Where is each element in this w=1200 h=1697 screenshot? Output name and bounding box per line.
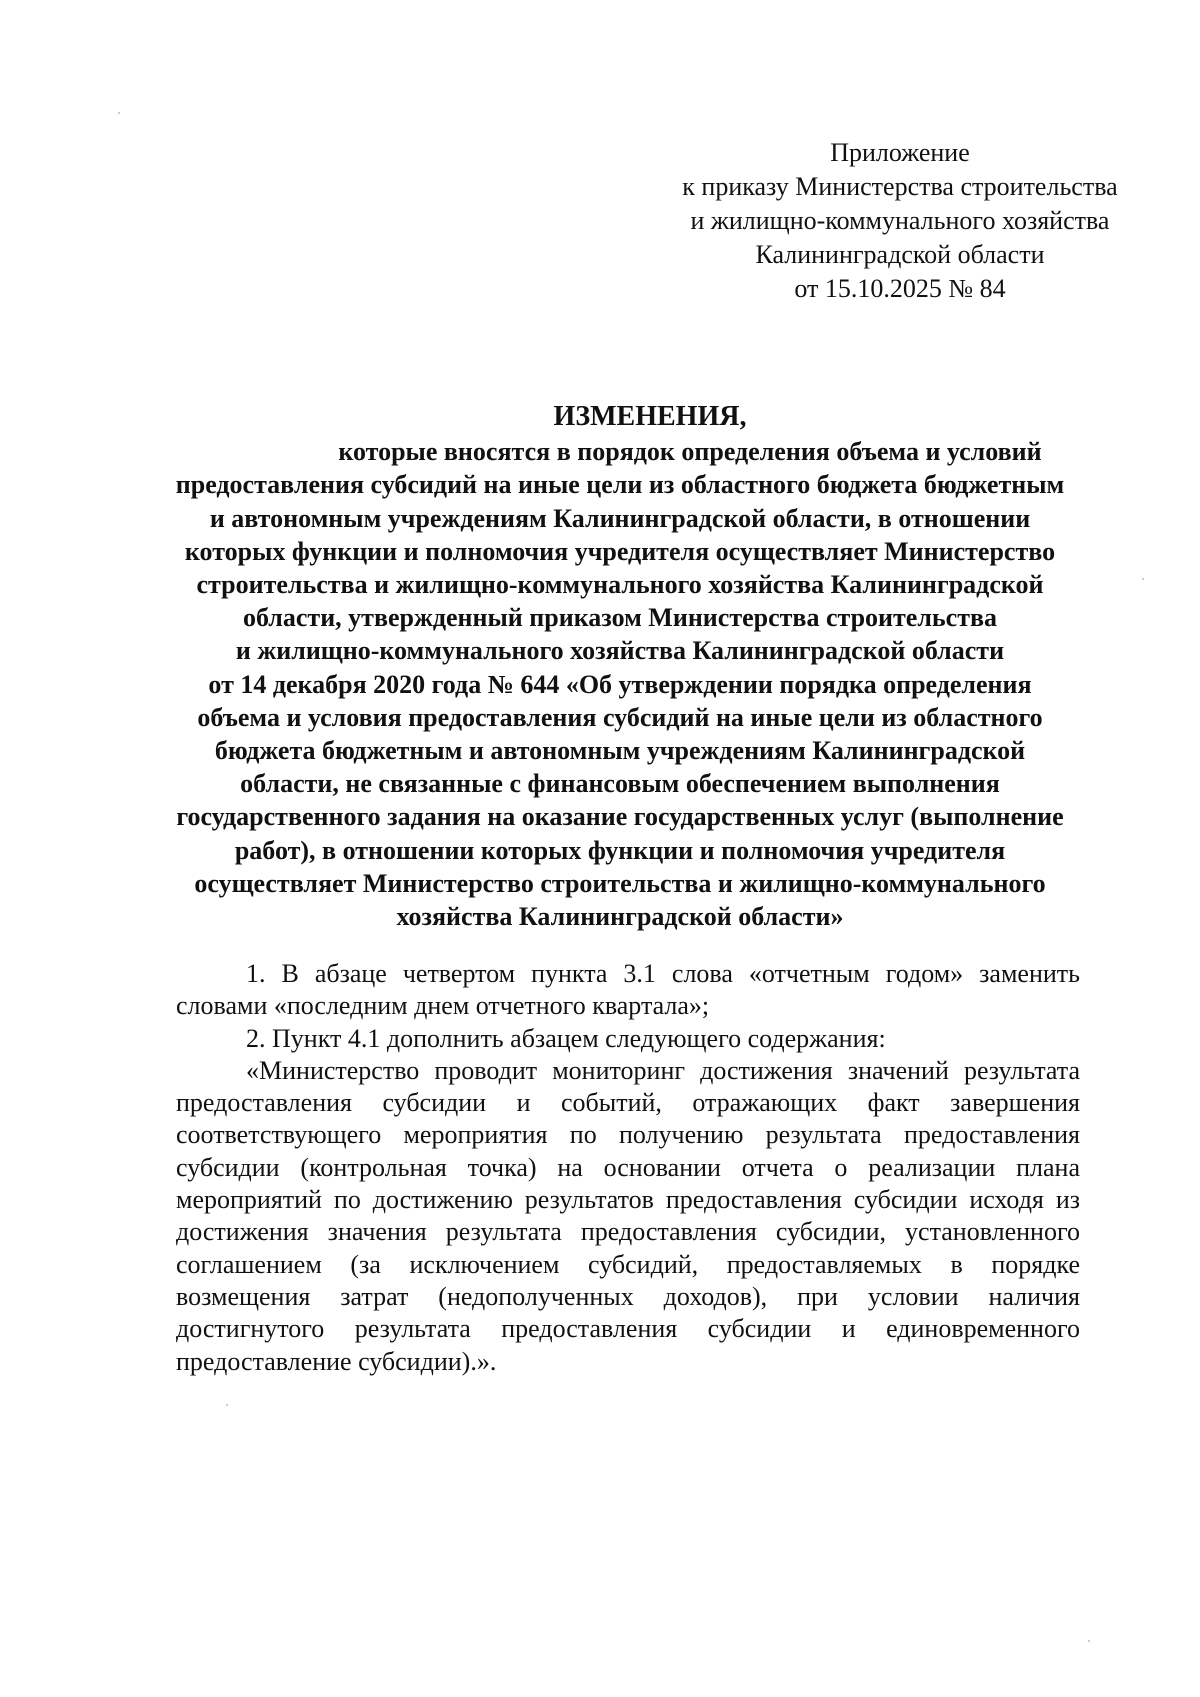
title-line: от 14 декабря 2020 года № 644 «Об утверждении порядка определения <box>208 669 1032 699</box>
title-line: хозяйства Калининградской области» <box>396 902 844 932</box>
title-heading: ИЗМЕНЕНИЯ, <box>553 401 747 432</box>
title-line: бюджета бюджетным и автономным учреждениям Калининградской <box>214 736 1026 766</box>
appendix-header <box>640 136 1160 306</box>
title-line: области, утвержденный приказом Министерства строительства <box>242 603 998 633</box>
title-line: области, не связанные с финансовым обеспечением выполнения <box>240 769 1000 799</box>
title-line: государственного задания на оказание государственных услуг (выполнение <box>176 802 1064 832</box>
amendment-quote: «Министерство проводит мониторинг достижения значений результата предоставления субсидии и событий, отражающих факт завершения соответствующего мероприятия по получению результата предоставления субсидии (контрольная точка) на основании отчета о реализации плана мероприятий по достижению результатов предоставления субсидии исходя из достижения значения результата предоставления субсидии, установленного соглашением (за исключением субсидий, предоставляемых в порядке возмещения затрат (недополученных доходов), при условии наличия достигнутого результата предоставления субсидии и единовременного предоставление субсидии).». <box>176 1055 1080 1376</box>
title-line: работ), в отношении которых функции и полномочия учредителя <box>234 835 1006 865</box>
scan-speck <box>1142 578 1144 580</box>
document-body <box>176 958 1080 1378</box>
scan-speck <box>1088 1640 1090 1642</box>
title-line: предоставления субсидий на иные цели из областного бюджета бюджетным <box>175 470 1065 500</box>
scan-speck <box>226 1404 228 1406</box>
title-line: строительства и жилищно-коммунального хозяйства Калининградской <box>196 570 1044 600</box>
title-line: которых функции и полномочия учредителя осуществляет Министерство <box>184 536 1056 566</box>
amendment-item-2: 2. Пункт 4.1 дополнить абзацем следующего содержания: <box>246 1023 886 1053</box>
title-line: осуществляет Министерство строительства и жилищно-коммунального <box>194 868 1046 898</box>
title-line: которые вносятся в порядок определения объема и условий <box>338 437 1042 467</box>
document-title <box>160 400 1080 933</box>
appendix-line-2: к приказу Министерства строительства <box>682 172 1118 201</box>
appendix-line-3: и жилищно-коммунального хозяйства <box>690 206 1110 235</box>
appendix-line-1: Приложение <box>830 138 970 167</box>
title-line: и жилищно-коммунального хозяйства Калининградской области <box>235 636 1005 666</box>
appendix-line-4: Калининградской области <box>755 240 1045 269</box>
scan-speck <box>118 112 120 114</box>
amendment-item-1: 1. В абзаце четвертом пункта 3.1 слова «отчетным годом» заменить словами «последним днем отчетного квартала»; <box>176 959 1080 1021</box>
appendix-line-5: от 15.10.2025 № 84 <box>794 274 1006 303</box>
title-line: объема и условия предоставления субсидий на иные цели из областного <box>197 702 1043 732</box>
title-line: и автономным учреждениям Калининградской области, в отношении <box>209 503 1031 533</box>
